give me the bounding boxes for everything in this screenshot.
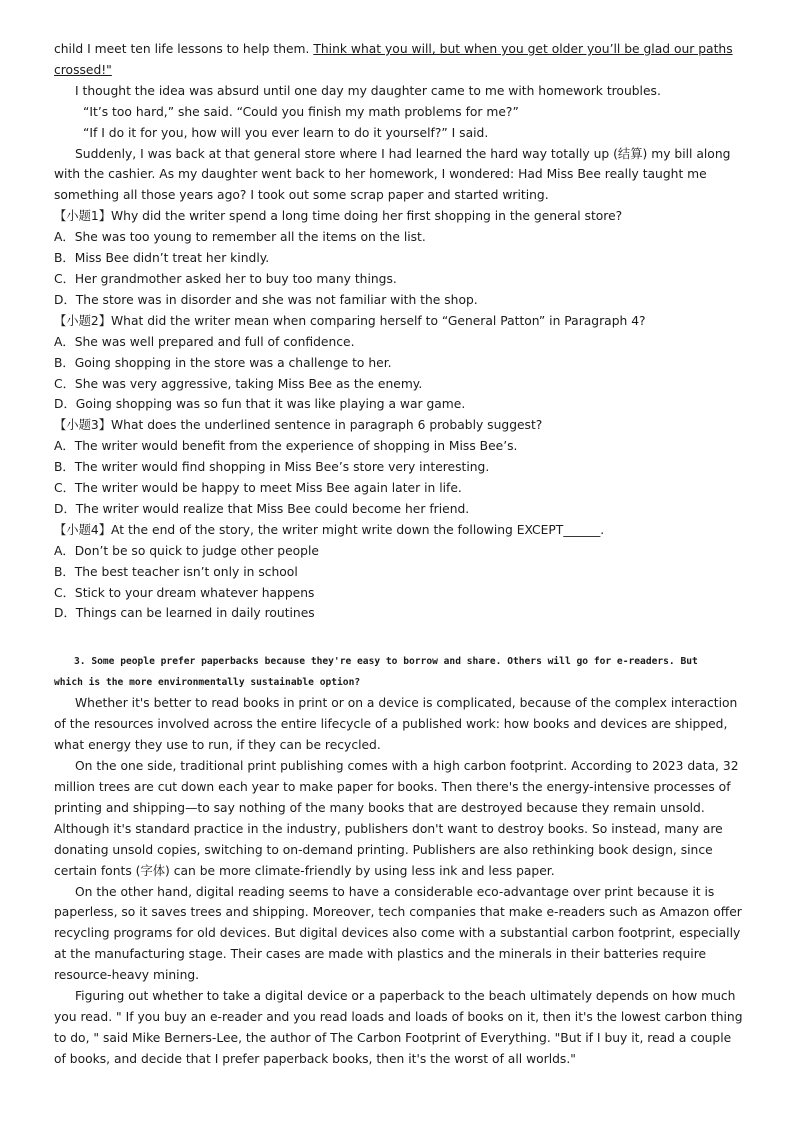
question-stem: 【小题2】What did the writer mean when comparing herself to “General Patton” in Paragraph 4? [54, 313, 646, 328]
option-d: D．Going shopping was so fun that it was like playing a war game. [54, 397, 466, 412]
option-c: C．The writer would be happy to meet Miss Bee again later in life. [54, 481, 462, 496]
passage2-text: child I meet ten life lessons to help them. [54, 42, 314, 56]
option-c: C．Her grandmother asked her to buy too many things. [54, 271, 397, 286]
option-a: A．She was too young to remember all the items on the list. [54, 230, 426, 245]
option-b: B．The writer would find shopping in Miss Bee’s store very interesting. [54, 460, 490, 475]
option-d: D．The store was in disorder and she was not familiar with the shop. [54, 292, 478, 307]
option-a: A．The writer would benefit from the experience of shopping in Miss Bee’s. [54, 439, 518, 454]
question-4 [54, 520, 744, 625]
option-a: A．Don’t be so quick to judge other people [54, 543, 319, 558]
passage2-quote-writer: “If I do it for you, how will you ever learn to do it yourself?” I said. [83, 125, 489, 140]
option-b: B．Going shopping in the store was a challenge to her. [54, 355, 392, 370]
option-d: D．Things can be learned in daily routines [54, 606, 315, 621]
question-stem: 【小题3】What does the underlined sentence in paragraph 6 probably suggest? [54, 418, 543, 433]
question-1 [54, 206, 744, 311]
question-3 [54, 415, 744, 520]
passage2-paragraph-absurd: I thought the idea was absurd until one day my daughter came to me with homework troubles. [75, 83, 661, 98]
passage3-intro-line-1: 3. Some people prefer paperbacks because they're easy to borrow and share. Others will go for e-readers. But [74, 656, 698, 668]
option-b: B．The best teacher isn’t only in school [54, 564, 298, 579]
option-d: D．The writer would realize that Miss Bee could become her friend. [54, 501, 470, 516]
document-page [54, 39, 744, 1070]
passage3-paragraph-3: On the other hand, digital reading seems to have a considerable eco-advantage over print because it is paperless, so it saves trees and shipping. Moreover, tech companies that make e-readers such as Amazon offer recycling programs for old devices. But digital devices also come with a substantial carbon footprint, especially at the manufacturing stage. Their cases are made with plastics and the minerals in their batteries require resource-heavy mining. [54, 884, 742, 983]
passage2-paragraph-suddenly: Suddenly, I was back at that general store where I had learned the hard way totally up (结算) my bill along with the cashier. As my daughter went back to her homework, I wondered: Had Miss Bee really taught me something all those years ago? I took out some scrap paper and started writing. [54, 146, 731, 203]
passage2-paragraph-continued [54, 39, 744, 81]
passage3-intro [54, 651, 744, 693]
question-2 [54, 311, 744, 416]
option-c: C．She was very aggressive, taking Miss Bee as the enemy. [54, 376, 423, 391]
question-stem: 【小题4】At the end of the story, the writer might write down the following EXCEPT______. [54, 522, 605, 537]
passage2-quote-daughter: “It’s too hard,” she said. “Could you finish my math problems for me?” [83, 104, 519, 119]
passage3-intro-line-2: which is the more environmentally sustainable option? [54, 677, 361, 689]
option-b: B．Miss Bee didn’t treat her kindly. [54, 251, 270, 266]
question-stem: 【小题1】Why did the writer spend a long time doing her first shopping in the general store? [54, 209, 623, 224]
section-gap [54, 624, 744, 651]
passage3-paragraph-2: On the one side, traditional print publishing comes with a high carbon footprint. According to 2023 data, 32 million trees are cut down each year to make paper for books. Then there's the energy-intensive processes of printing and shipping—to say nothing of the many books that are destroyed because they remain unsold. Although it's standard practice in the industry, publishers don't want to destroy books. So instead, many are donating unsold copies, switching to on-demand printing. Publishers are also rethinking book design, since certain fonts (字体) can be more climate-friendly by using less ink and less paper. [54, 759, 739, 878]
underlined-sentence: Think what you will, but when you get older you’ll be glad our paths crossed!" [54, 42, 733, 77]
passage3-paragraph-4: Figuring out whether to take a digital device or a paperback to the beach ultimately depends on how much you read. " If you buy an e-reader and you read loads and loads of books on it, then it's the lowest carbon thing to do, " said Mike Berners-Lee, the author of The Carbon Footprint of Everything. "But if I buy it, read a couple of books, and decide that I prefer paperback books, then it's the worst of all worlds." [54, 989, 743, 1066]
option-a: A．She was well prepared and full of confidence. [54, 334, 355, 349]
passage3-paragraph-1: Whether it's better to read books in print or on a device is complicated, because of the complex interaction of the resources involved across the entire lifecycle of a published work: how books and devices are shipped, what energy they use to run, if they can be recycled. [54, 696, 738, 753]
option-c: C．Stick to your dream whatever happens [54, 585, 315, 600]
